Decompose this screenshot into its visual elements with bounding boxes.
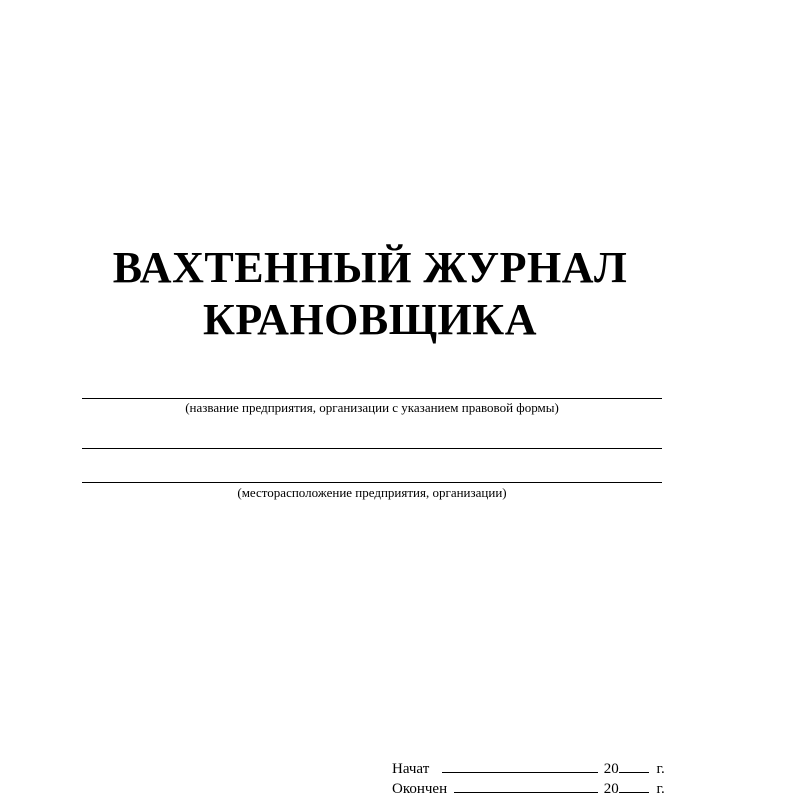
organization-location-caption: (месторасположение предприятия, организации) — [237, 485, 507, 500]
organization-name-line — [82, 398, 662, 399]
document-title-line-2: КРАНОВЩИКА — [203, 295, 537, 344]
started-label: Начат — [392, 761, 430, 777]
organization-name-caption: (название предприятия, организации с указанием правовой формы) — [185, 400, 559, 415]
finished-year-suffix: г. — [656, 781, 665, 797]
organization-location-line — [82, 482, 662, 483]
started-date-row — [392, 758, 665, 778]
finished-date-row — [392, 778, 665, 798]
finished-century: 20 — [603, 781, 619, 797]
started-year-blank — [619, 758, 649, 773]
finished-date-blank — [454, 778, 598, 793]
started-date-blank — [442, 758, 598, 773]
started-year-suffix: г. — [656, 761, 665, 777]
organization-name-line-continued — [82, 448, 662, 449]
finished-year-blank — [619, 778, 649, 793]
finished-label: Окончен — [392, 781, 448, 797]
document-title-line-1: ВАХТЕННЫЙ ЖУРНАЛ — [112, 243, 628, 292]
started-century: 20 — [603, 761, 619, 777]
